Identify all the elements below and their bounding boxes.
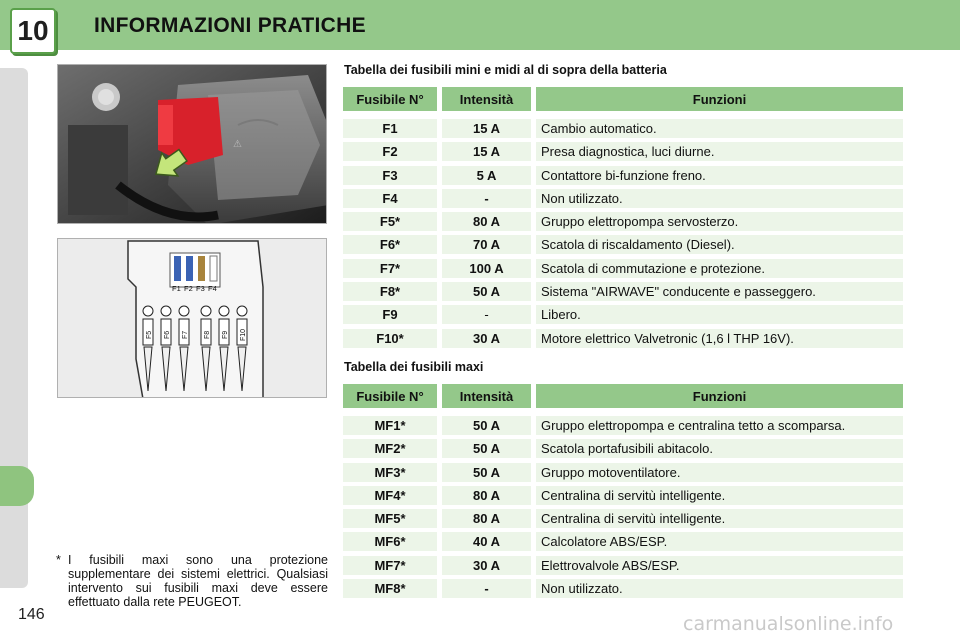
fuse-blade-f2 xyxy=(186,256,193,281)
amp-cell: - xyxy=(442,579,531,598)
label-f6: F6 xyxy=(164,330,171,339)
function-cell: Gruppo elettropompa e centralina tetto a scomparsa. xyxy=(536,416,903,435)
function-cell: Sistema "AIRWAVE" conducente e passeggero. xyxy=(536,282,903,301)
mini-fuse-table-title: Tabella dei fusibili mini e midi al di sopra della batteria xyxy=(344,63,667,77)
amp-cell: 50 A xyxy=(442,463,531,482)
table-row xyxy=(343,556,903,575)
table-row xyxy=(343,189,903,208)
function-cell: Scatola portafusibili abitacolo. xyxy=(536,439,903,458)
fuse-cell: F10* xyxy=(343,329,437,348)
table-header-row xyxy=(343,384,903,408)
table-row xyxy=(343,329,903,348)
fuse-blade-f4 xyxy=(210,256,217,281)
maxi-fuse-table xyxy=(343,384,903,602)
engine-bay-illustration xyxy=(58,65,327,224)
table-row xyxy=(343,142,903,161)
amp-cell: 50 A xyxy=(442,282,531,301)
amp-cell: 50 A xyxy=(442,439,531,458)
footnote-text: I fusibili maxi sono una protezione supplementare dei sistemi elettrici. Qualsiasi intervento sui fusibili maxi deve essere effettuato dalla rete PEUGEOT. xyxy=(68,553,328,609)
amp-cell: 80 A xyxy=(442,212,531,231)
maxi-fuse-table-title: Tabella dei fusibili maxi xyxy=(344,360,484,374)
header-functions: Funzioni xyxy=(536,384,903,408)
fuse-cell: F9 xyxy=(343,305,437,324)
footnote xyxy=(56,553,328,609)
amp-cell: - xyxy=(442,189,531,208)
mini-fuse-table xyxy=(343,87,903,352)
fuse-cell: MF8* xyxy=(343,579,437,598)
amp-cell: 15 A xyxy=(442,142,531,161)
engine-bay-photo xyxy=(57,64,327,224)
function-cell: Gruppo motoventilatore. xyxy=(536,463,903,482)
page-title: INFORMAZIONI PRATICHE xyxy=(94,14,366,37)
function-cell: Presa diagnostica, luci diurne. xyxy=(536,142,903,161)
amp-cell: 80 A xyxy=(442,486,531,505)
table-row xyxy=(343,212,903,231)
table-row xyxy=(343,119,903,138)
page-number: 146 xyxy=(18,606,45,623)
label-f7: F7 xyxy=(182,330,189,339)
chapter-number: 10 xyxy=(17,15,49,46)
amp-cell: 40 A xyxy=(442,532,531,551)
fuse-cell: F2 xyxy=(343,142,437,161)
function-cell: Scatola di commutazione e protezione. xyxy=(536,259,903,278)
amp-cell: 70 A xyxy=(442,235,531,254)
function-cell: Motore elettrico Valvetronic (1,6 l THP 16V). xyxy=(536,329,903,348)
table-header-row xyxy=(343,87,903,111)
fuse-blade-f1 xyxy=(174,256,181,281)
fuse-cell: F8* xyxy=(343,282,437,301)
label-f2: F2 xyxy=(184,284,193,293)
function-cell: Gruppo elettropompa servosterzo. xyxy=(536,212,903,231)
fuse-blade-f3 xyxy=(198,256,205,281)
amp-cell: 30 A xyxy=(442,556,531,575)
label-f8: F8 xyxy=(204,330,211,339)
header-intensity: Intensità xyxy=(442,384,531,408)
fuse-cell: MF1* xyxy=(343,416,437,435)
table-row xyxy=(343,282,903,301)
table-row xyxy=(343,463,903,482)
watermark: carmanualsonline.info xyxy=(683,613,894,635)
table-row xyxy=(343,509,903,528)
fuse-cell: F1 xyxy=(343,119,437,138)
table-row xyxy=(343,235,903,254)
fuse-cell: MF7* xyxy=(343,556,437,575)
fuse-cell: MF5* xyxy=(343,509,437,528)
function-cell: Scatola di riscaldamento (Diesel). xyxy=(536,235,903,254)
header-fuse-number: Fusibile N° xyxy=(343,87,437,111)
amp-cell: - xyxy=(442,305,531,324)
function-cell: Cambio automatico. xyxy=(536,119,903,138)
function-cell: Libero. xyxy=(536,305,903,324)
table-row xyxy=(343,486,903,505)
table-row xyxy=(343,166,903,185)
fuse-box-diagram xyxy=(57,238,327,398)
label-f5: F5 xyxy=(146,330,153,339)
footnote-marker: * xyxy=(56,553,61,567)
table-row xyxy=(343,579,903,598)
label-f3: F3 xyxy=(196,284,205,293)
function-cell: Contattore bi-funzione freno. xyxy=(536,166,903,185)
side-strip xyxy=(0,68,28,588)
amp-cell: 5 A xyxy=(442,166,531,185)
function-cell: Calcolatore ABS/ESP. xyxy=(536,532,903,551)
table-row xyxy=(343,439,903,458)
header-intensity: Intensità xyxy=(442,87,531,111)
function-cell: Elettrovalvole ABS/ESP. xyxy=(536,556,903,575)
fuse-cell: F4 xyxy=(343,189,437,208)
fuse-cell: F3 xyxy=(343,166,437,185)
table-row xyxy=(343,532,903,551)
fuse-diagram-illustration xyxy=(58,239,327,398)
table-row xyxy=(343,305,903,324)
label-f10: F10 xyxy=(240,328,247,341)
fuse-cell: F5* xyxy=(343,212,437,231)
label-f4: F4 xyxy=(208,284,217,293)
table-row xyxy=(343,416,903,435)
label-f1: F1 xyxy=(172,284,181,293)
function-cell: Centralina di servitù intelligente. xyxy=(536,486,903,505)
fuse-cell: MF4* xyxy=(343,486,437,505)
table-row xyxy=(343,259,903,278)
header-functions: Funzioni xyxy=(536,87,903,111)
function-cell: Non utilizzato. xyxy=(536,579,903,598)
amp-cell: 15 A xyxy=(442,119,531,138)
svg-text:⚠: ⚠ xyxy=(233,139,242,150)
chapter-tab[interactable] xyxy=(0,466,34,506)
fuse-cell: MF3* xyxy=(343,463,437,482)
fuse-cell: MF2* xyxy=(343,439,437,458)
fuse-cell: F6* xyxy=(343,235,437,254)
fuse-cell: F7* xyxy=(343,259,437,278)
label-f9: F9 xyxy=(222,330,229,339)
fuse-cell: MF6* xyxy=(343,532,437,551)
function-cell: Centralina di servitù intelligente. xyxy=(536,509,903,528)
chapter-badge xyxy=(10,8,56,54)
amp-cell: 80 A xyxy=(442,509,531,528)
amp-cell: 100 A xyxy=(442,259,531,278)
amp-cell: 30 A xyxy=(442,329,531,348)
amp-cell: 50 A xyxy=(442,416,531,435)
function-cell: Non utilizzato. xyxy=(536,189,903,208)
header-fuse-number: Fusibile N° xyxy=(343,384,437,408)
